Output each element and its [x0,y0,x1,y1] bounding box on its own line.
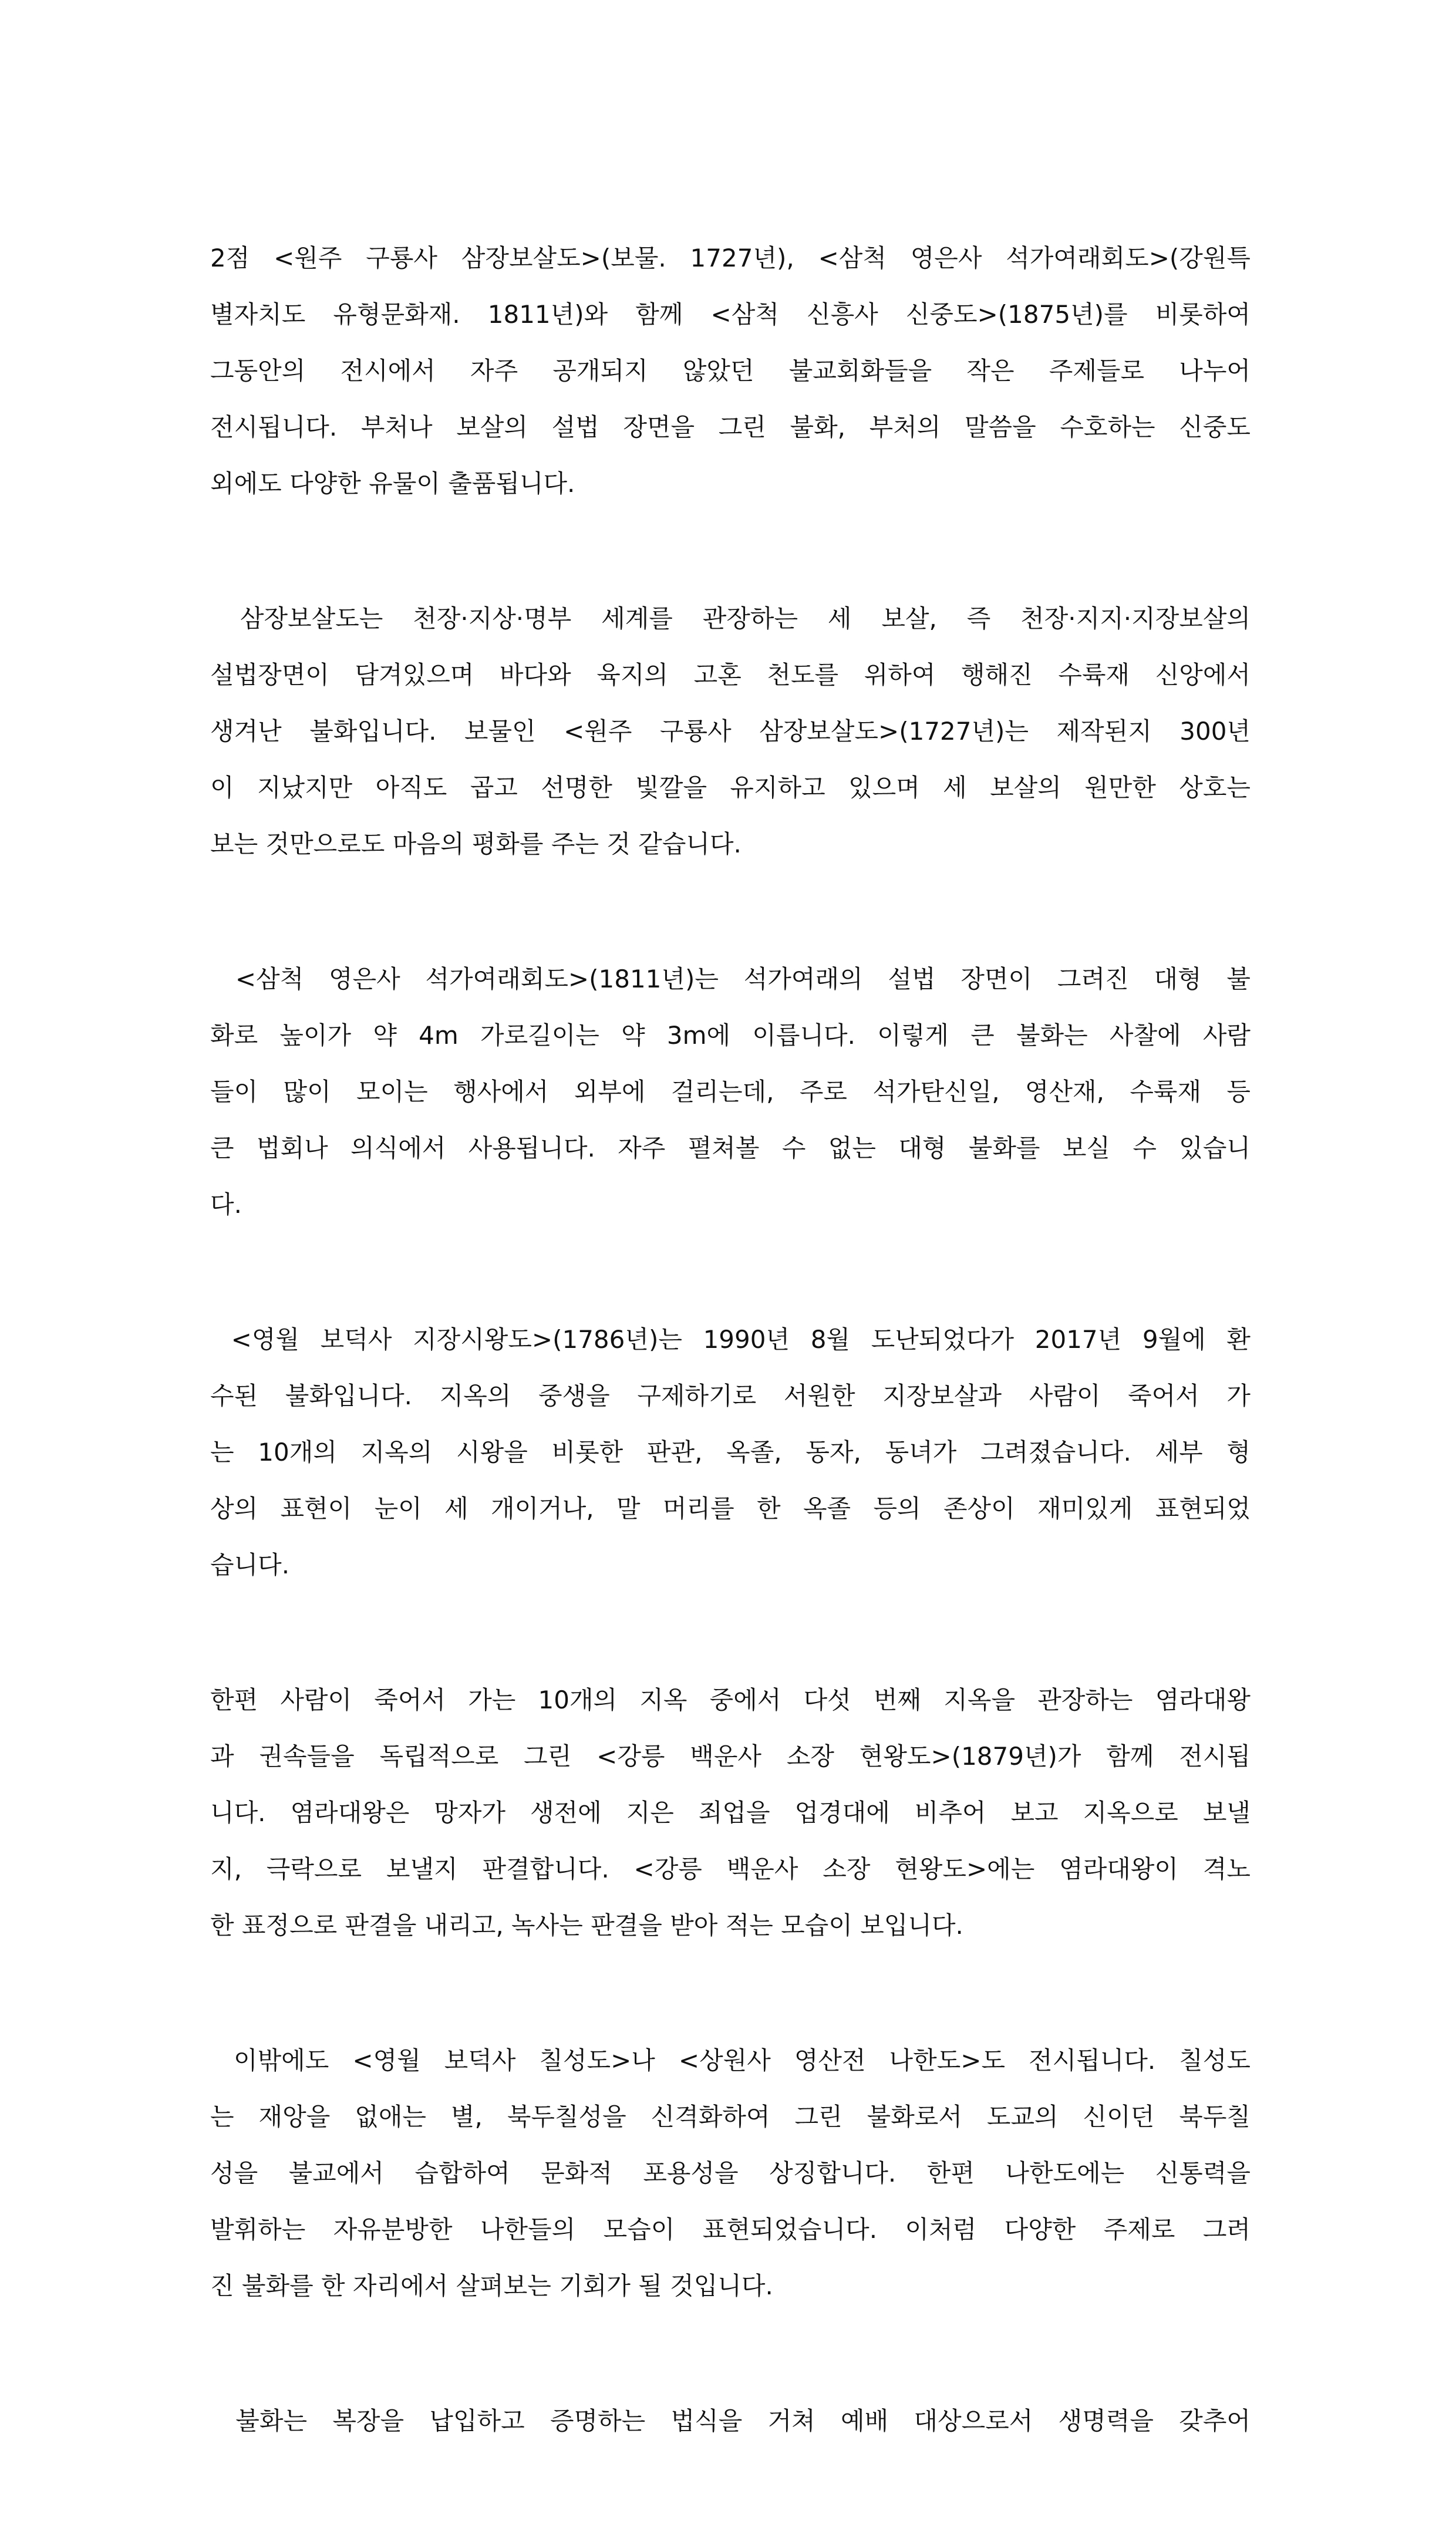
text-line: 이밖에도 <영월 보덕사 칠성도>나 <상원사 영산전 나한도>도 전시됩니다. 칠성도 [210,2046,1251,2075]
document-body [210,230,1251,2528]
text-line: 들이 많이 모이는 행사에서 외부에 걸리는데, 주로 석가탄신일, 영산재, 수륙재 등 [210,1077,1251,1106]
text-line: 는 10개의 지옥의 시왕을 비롯한 판관, 옥졸, 동자, 동녀가 그려졌습니다. 세부 형 [210,1438,1251,1467]
text-line: 외에도 다양한 유물이 출품됩니다. [210,469,575,498]
text-line: 불화는 복장을 납입하고 증명하는 법식을 거쳐 예배 대상으로서 생명력을 갖추어 [210,2406,1251,2435]
text-line: 다. [210,1190,242,1219]
text-line: 수된 불화입니다. 지옥의 중생을 구제하기로 서원한 지장보살과 사람이 죽어서 가 [210,1381,1251,1410]
text-line: 화로 높이가 약 4m 가로길이는 약 3m에 이릅니다. 이렇게 큰 불화는 사찰에 사람 [210,1021,1251,1050]
text-line: <삼척 영은사 석가여래회도>(1811년)는 석가여래의 설법 장면이 그려진 대형 불 [210,965,1251,993]
text-line: 생겨난 불화입니다. 보물인 <원주 구룡사 삼장보살도>(1727년)는 제작된지 300년 [210,717,1251,746]
text-line: 이 지났지만 아직도 곱고 선명한 빛깔을 유지하고 있으며 세 보살의 원만한 상호는 [210,773,1251,802]
text-line: 과 권속들을 독립적으로 그린 <강릉 백운사 소장 현왕도>(1879년)가 함께 전시됩 [210,1742,1251,1771]
text-line: <영월 보덕사 지장시왕도>(1786년)는 1990년 8월 도난되었다가 2017년 9월에 환 [210,1325,1251,1354]
text-line: 니다. 염라대왕은 망자가 생전에 지은 죄업을 업경대에 비추어 보고 지옥으로 보낼 [210,1798,1251,1827]
paragraph-3 [210,951,1251,1233]
text-line: 한 표정으로 판결을 내리고, 녹사는 판결을 받아 적는 모습이 보입니다. [210,1911,963,1940]
paragraph-5 [210,1672,1251,1954]
text-line: 는 재앙을 없애는 별, 북두칠성을 신격화하여 그린 불화로서 도교의 신이던 북두칠 [210,2102,1251,2131]
text-line: 큰 법회나 의식에서 사용됩니다. 자주 펼쳐볼 수 없는 대형 불화를 보실 수 있습니 [210,1134,1251,1162]
paragraph-1 [210,230,1251,512]
paragraph-7 [210,2393,1251,2449]
paragraph-2 [210,591,1251,872]
text-line: 습니다. [210,1550,290,1579]
text-line: 보는 것만으로도 마음의 평화를 주는 것 같습니다. [210,830,742,858]
text-line: 전시됩니다. 부처나 보살의 설법 장면을 그린 불화, 부처의 말씀을 수호하는 신중도 [210,413,1251,441]
text-line: 진 불화를 한 자리에서 살펴보는 기회가 될 것입니다. [210,2271,773,2300]
text-line: 성을 불교에서 습합하여 문화적 포용성을 상징합니다. 한편 나한도에는 신통력을 [210,2159,1251,2187]
text-line: 그동안의 전시에서 자주 공개되지 않았던 불교회화들을 작은 주제들로 나누어 [210,356,1251,385]
text-line: 상의 표현이 눈이 세 개이거나, 말 머리를 한 옥졸 등의 존상이 재미있게 표현되었 [210,1494,1251,1523]
text-line: 2점 <원주 구룡사 삼장보살도>(보물. 1727년), <삼척 영은사 석가여래회도>(강원특 [210,244,1251,272]
paragraph-4 [210,1312,1251,1593]
text-line: 설법장면이 담겨있으며 바다와 육지의 고혼 천도를 위하여 행해진 수륙재 신앙에서 [210,660,1251,689]
text-line: 지, 극락으로 보낼지 판결합니다. <강릉 백운사 소장 현왕도>에는 염라대왕이 격노 [210,1855,1251,1883]
text-line: 삼장보살도는 천장·지상·명부 세계를 관장하는 세 보살, 즉 천장·지지·지장보살의 [210,604,1251,633]
text-line: 한편 사람이 죽어서 가는 10개의 지옥 중에서 다섯 번째 지옥을 관장하는 염라대왕 [210,1686,1251,1714]
text-line: 별자치도 유형문화재. 1811년)와 함께 <삼척 신흥사 신중도>(1875년)를 비롯하여 [210,300,1251,329]
paragraph-6 [210,2032,1251,2314]
text-line: 발휘하는 자유분방한 나한들의 모습이 표현되었습니다. 이처럼 다양한 주제로 그려 [210,2215,1251,2244]
